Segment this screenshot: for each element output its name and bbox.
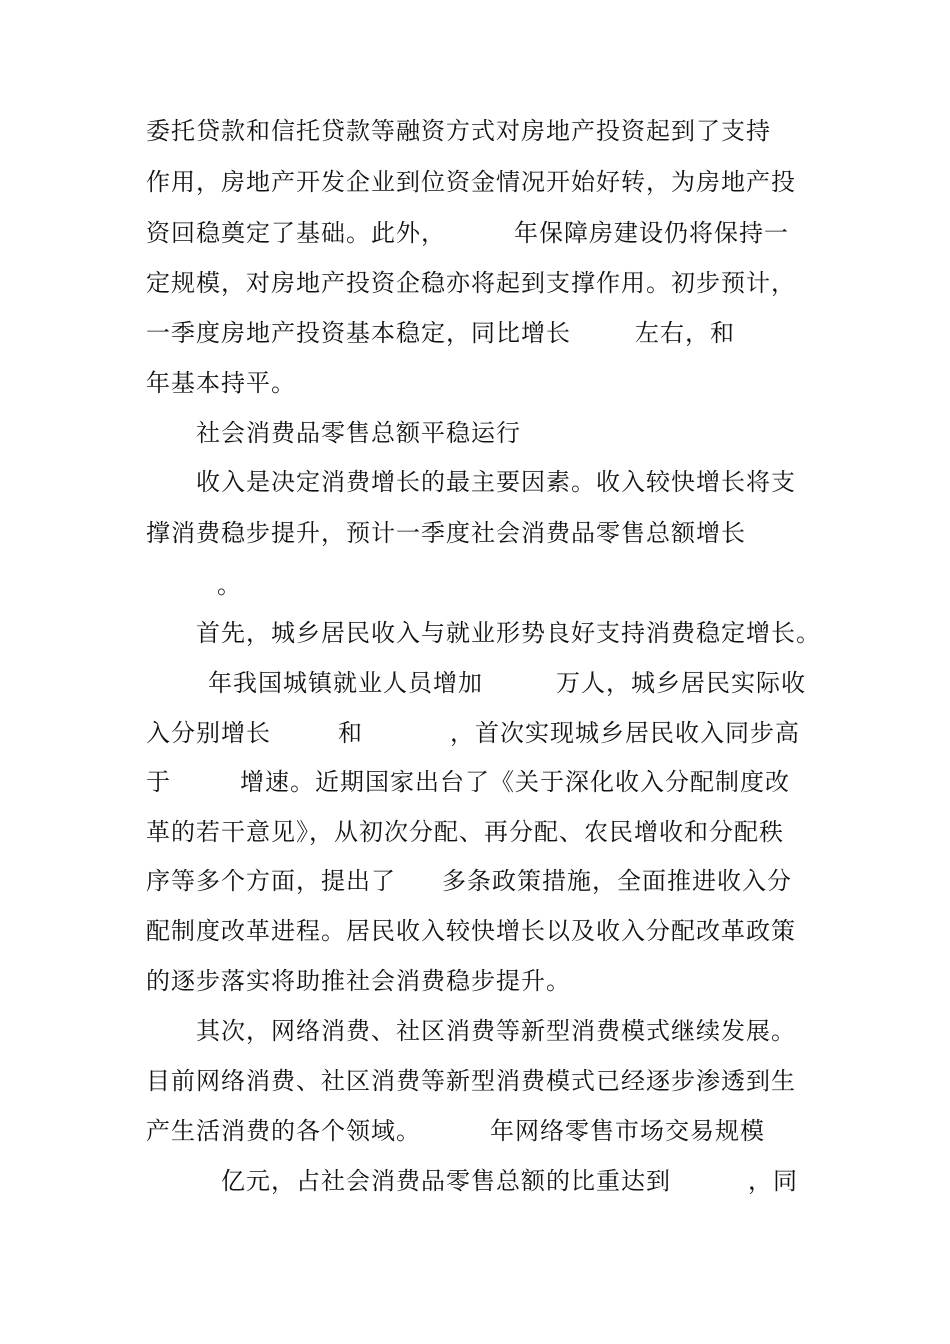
text-line: 收入是决定消费增长的最主要因素。收入较快增长将支 — [196, 468, 796, 496]
text-line: 多条政策措施，全面推进收入分 — [442, 867, 792, 895]
text-line: 作用，房地产开发企业到位资金情况开始好转，为房地产投 — [146, 168, 796, 196]
text-line: ，首次实现城乡居民收入同步高 — [450, 719, 800, 747]
text-line: 的逐步落实将助推社会消费稳步提升。 — [146, 967, 571, 995]
text-line: 增速。近期国家出台了《关于深化收入分配制度改 — [240, 768, 790, 796]
text-line: 撑消费稳步提升，预计一季度社会消费品零售总额增长 — [146, 519, 746, 547]
text-line: 万人，城乡居民实际收 — [556, 669, 806, 697]
text-line: ，同 — [748, 1167, 798, 1195]
text-line: 配制度改革进程。居民收入较快增长以及收入分配改革政策 — [146, 917, 796, 945]
text-line: 序等多个方面，提出了 — [146, 867, 396, 895]
text-line: 年我国城镇就业人员增加 — [208, 669, 483, 697]
section-heading: 社会消费品零售总额平稳运行 — [196, 419, 521, 447]
text-line: 资回稳奠定了基础。此外， — [146, 219, 446, 247]
text-line: 其次，网络消费、社区消费等新型消费模式继续发展。 — [196, 1017, 796, 1045]
text-line: 于 — [146, 768, 171, 796]
text-line: 左右，和 — [635, 319, 735, 347]
text-line: 革的若干意见》，从初次分配、再分配、农民增收和分配秩 — [146, 818, 784, 846]
text-line: 年保障房建设仍将保持一 — [514, 219, 789, 247]
text-line: 产生活消费的各个领域。 — [146, 1117, 421, 1145]
text-line: 年网络零售市场交易规模 — [490, 1117, 765, 1145]
text-line: 亿元，占社会消费品零售总额的比重达到 — [221, 1167, 671, 1195]
text-line: 和 — [338, 719, 363, 747]
text-line: 年基本持平。 — [146, 369, 296, 397]
text-line: 定规模，对房地产投资企稳亦将起到支撑作用。初步预计， — [146, 269, 796, 297]
text-line: 首先，城乡居民收入与就业形势良好支持消费稳定增长。 — [196, 619, 821, 647]
text-line: 入分别增长 — [146, 719, 271, 747]
text-line: 目前网络消费、社区消费等新型消费模式已经逐步渗透到生 — [146, 1067, 796, 1095]
text-line: 。 — [217, 571, 242, 599]
text-line: 委托贷款和信托贷款等融资方式对房地产投资起到了支持 — [146, 117, 771, 145]
text-line: 一季度房地产投资基本稳定，同比增长 — [146, 319, 571, 347]
